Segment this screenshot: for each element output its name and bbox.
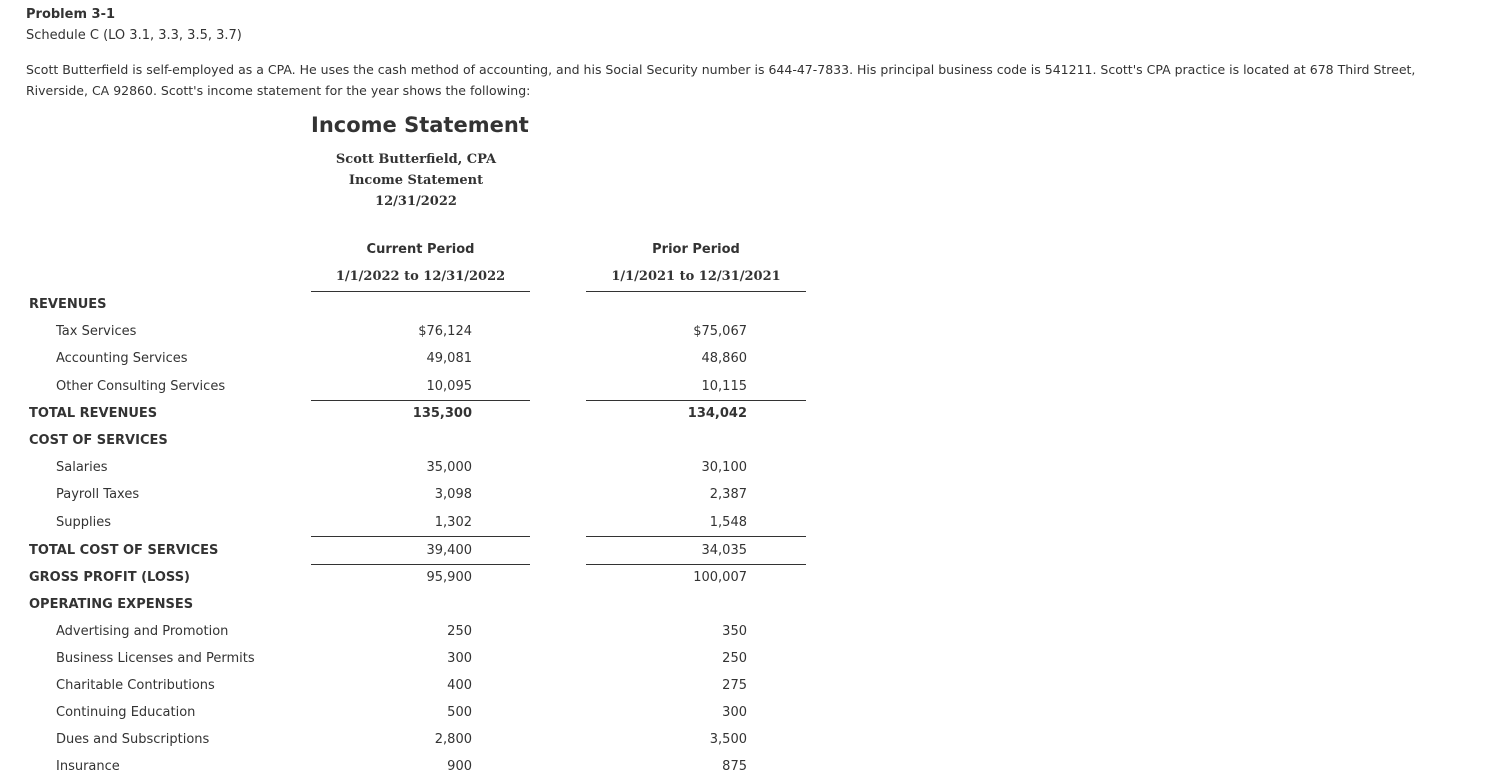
current-period-value: 95,900 xyxy=(426,570,472,585)
prior-period-value: 350 xyxy=(722,624,747,639)
prior-period-value: 48,860 xyxy=(701,351,747,366)
current-period-range: 1/1/2022 to 12/31/2022 xyxy=(335,269,506,284)
rule-revenues-prior xyxy=(586,400,806,401)
problem-intro: Scott Butterfield is self-employed as a CPA. He uses the cash method of accounting, and his Social Security number is 644-47-7833. His principal business code is 541211. Scott's CPA practice is located at 678 Third Street, Riverside, CA 92860. Scott's income statement for the year shows the following: xyxy=(26,62,1416,98)
prior-period-value: 875 xyxy=(722,759,747,774)
current-period-value: $76,124 xyxy=(418,324,472,339)
prior-period-value: 2,387 xyxy=(709,487,747,502)
prior-period-value: 30,100 xyxy=(701,460,747,475)
current-period-value: 3,098 xyxy=(434,487,472,502)
current-period-value: 500 xyxy=(447,705,472,720)
current-period-value: 10,095 xyxy=(426,379,472,394)
row-label: Dues and Subscriptions xyxy=(56,732,210,747)
row-label: Continuing Education xyxy=(56,705,196,720)
prior-period-value: 134,042 xyxy=(687,406,747,421)
current-period-value: 39,400 xyxy=(426,543,472,558)
current-period-value: 35,000 xyxy=(426,460,472,475)
prior-period-value: 34,035 xyxy=(701,543,747,558)
row-label: GROSS PROFIT (LOSS) xyxy=(29,570,190,585)
prior-period-value: $75,067 xyxy=(693,324,747,339)
row-label: Business Licenses and Permits xyxy=(56,651,255,666)
current-period-value: 400 xyxy=(447,678,472,693)
prior-period-label: Prior Period xyxy=(652,242,740,257)
row-label: COST OF SERVICES xyxy=(29,433,168,448)
header-rule-current xyxy=(311,291,530,292)
current-period-label: Current Period xyxy=(366,242,475,257)
statement-heading: Income Statement xyxy=(311,113,529,137)
current-period-value: 1,302 xyxy=(434,515,472,530)
row-label: Accounting Services xyxy=(56,351,188,366)
prior-period-value: 3,500 xyxy=(709,732,747,747)
prior-period-range: 1/1/2021 to 12/31/2021 xyxy=(611,269,781,284)
rule-cost-current xyxy=(311,536,530,537)
row-label: TOTAL COST OF SERVICES xyxy=(29,543,219,558)
problem-subtitle: Schedule C (LO 3.1, 3.3, 3.5, 3.7) xyxy=(26,28,242,43)
row-label: OPERATING EXPENSES xyxy=(29,597,194,612)
prior-period-value: 10,115 xyxy=(701,379,747,394)
rule-cost-prior xyxy=(586,536,806,537)
row-label: Payroll Taxes xyxy=(56,487,140,502)
current-period-value: 300 xyxy=(447,651,472,666)
company-name: Scott Butterfield, CPA xyxy=(335,152,497,167)
rule-revenues-current xyxy=(311,400,530,401)
row-label: Supplies xyxy=(56,515,111,530)
row-label: REVENUES xyxy=(29,297,107,312)
row-label: Other Consulting Services xyxy=(56,379,226,394)
prior-period-value: 300 xyxy=(722,705,747,720)
row-label: Charitable Contributions xyxy=(56,678,215,693)
current-period-value: 2,800 xyxy=(434,732,472,747)
row-label: Advertising and Promotion xyxy=(56,624,229,639)
rule-gross-current xyxy=(311,564,530,565)
current-period-value: 900 xyxy=(447,759,472,774)
current-period-value: 135,300 xyxy=(412,406,472,421)
statement-name: Income Statement xyxy=(348,173,484,188)
problem-title: Problem 3-1 xyxy=(26,7,116,22)
row-label: TOTAL REVENUES xyxy=(29,406,158,421)
statement-date: 12/31/2022 xyxy=(375,194,457,209)
prior-period-value: 250 xyxy=(722,651,747,666)
rule-gross-prior xyxy=(586,564,806,565)
prior-period-value: 100,007 xyxy=(693,570,747,585)
prior-period-value: 275 xyxy=(722,678,747,693)
row-label: Salaries xyxy=(56,460,108,475)
header-rule-prior xyxy=(586,291,806,292)
row-label: Tax Services xyxy=(56,324,137,339)
prior-period-value: 1,548 xyxy=(709,515,747,530)
row-label: Insurance xyxy=(56,759,120,774)
current-period-value: 49,081 xyxy=(426,351,472,366)
current-period-value: 250 xyxy=(447,624,472,639)
